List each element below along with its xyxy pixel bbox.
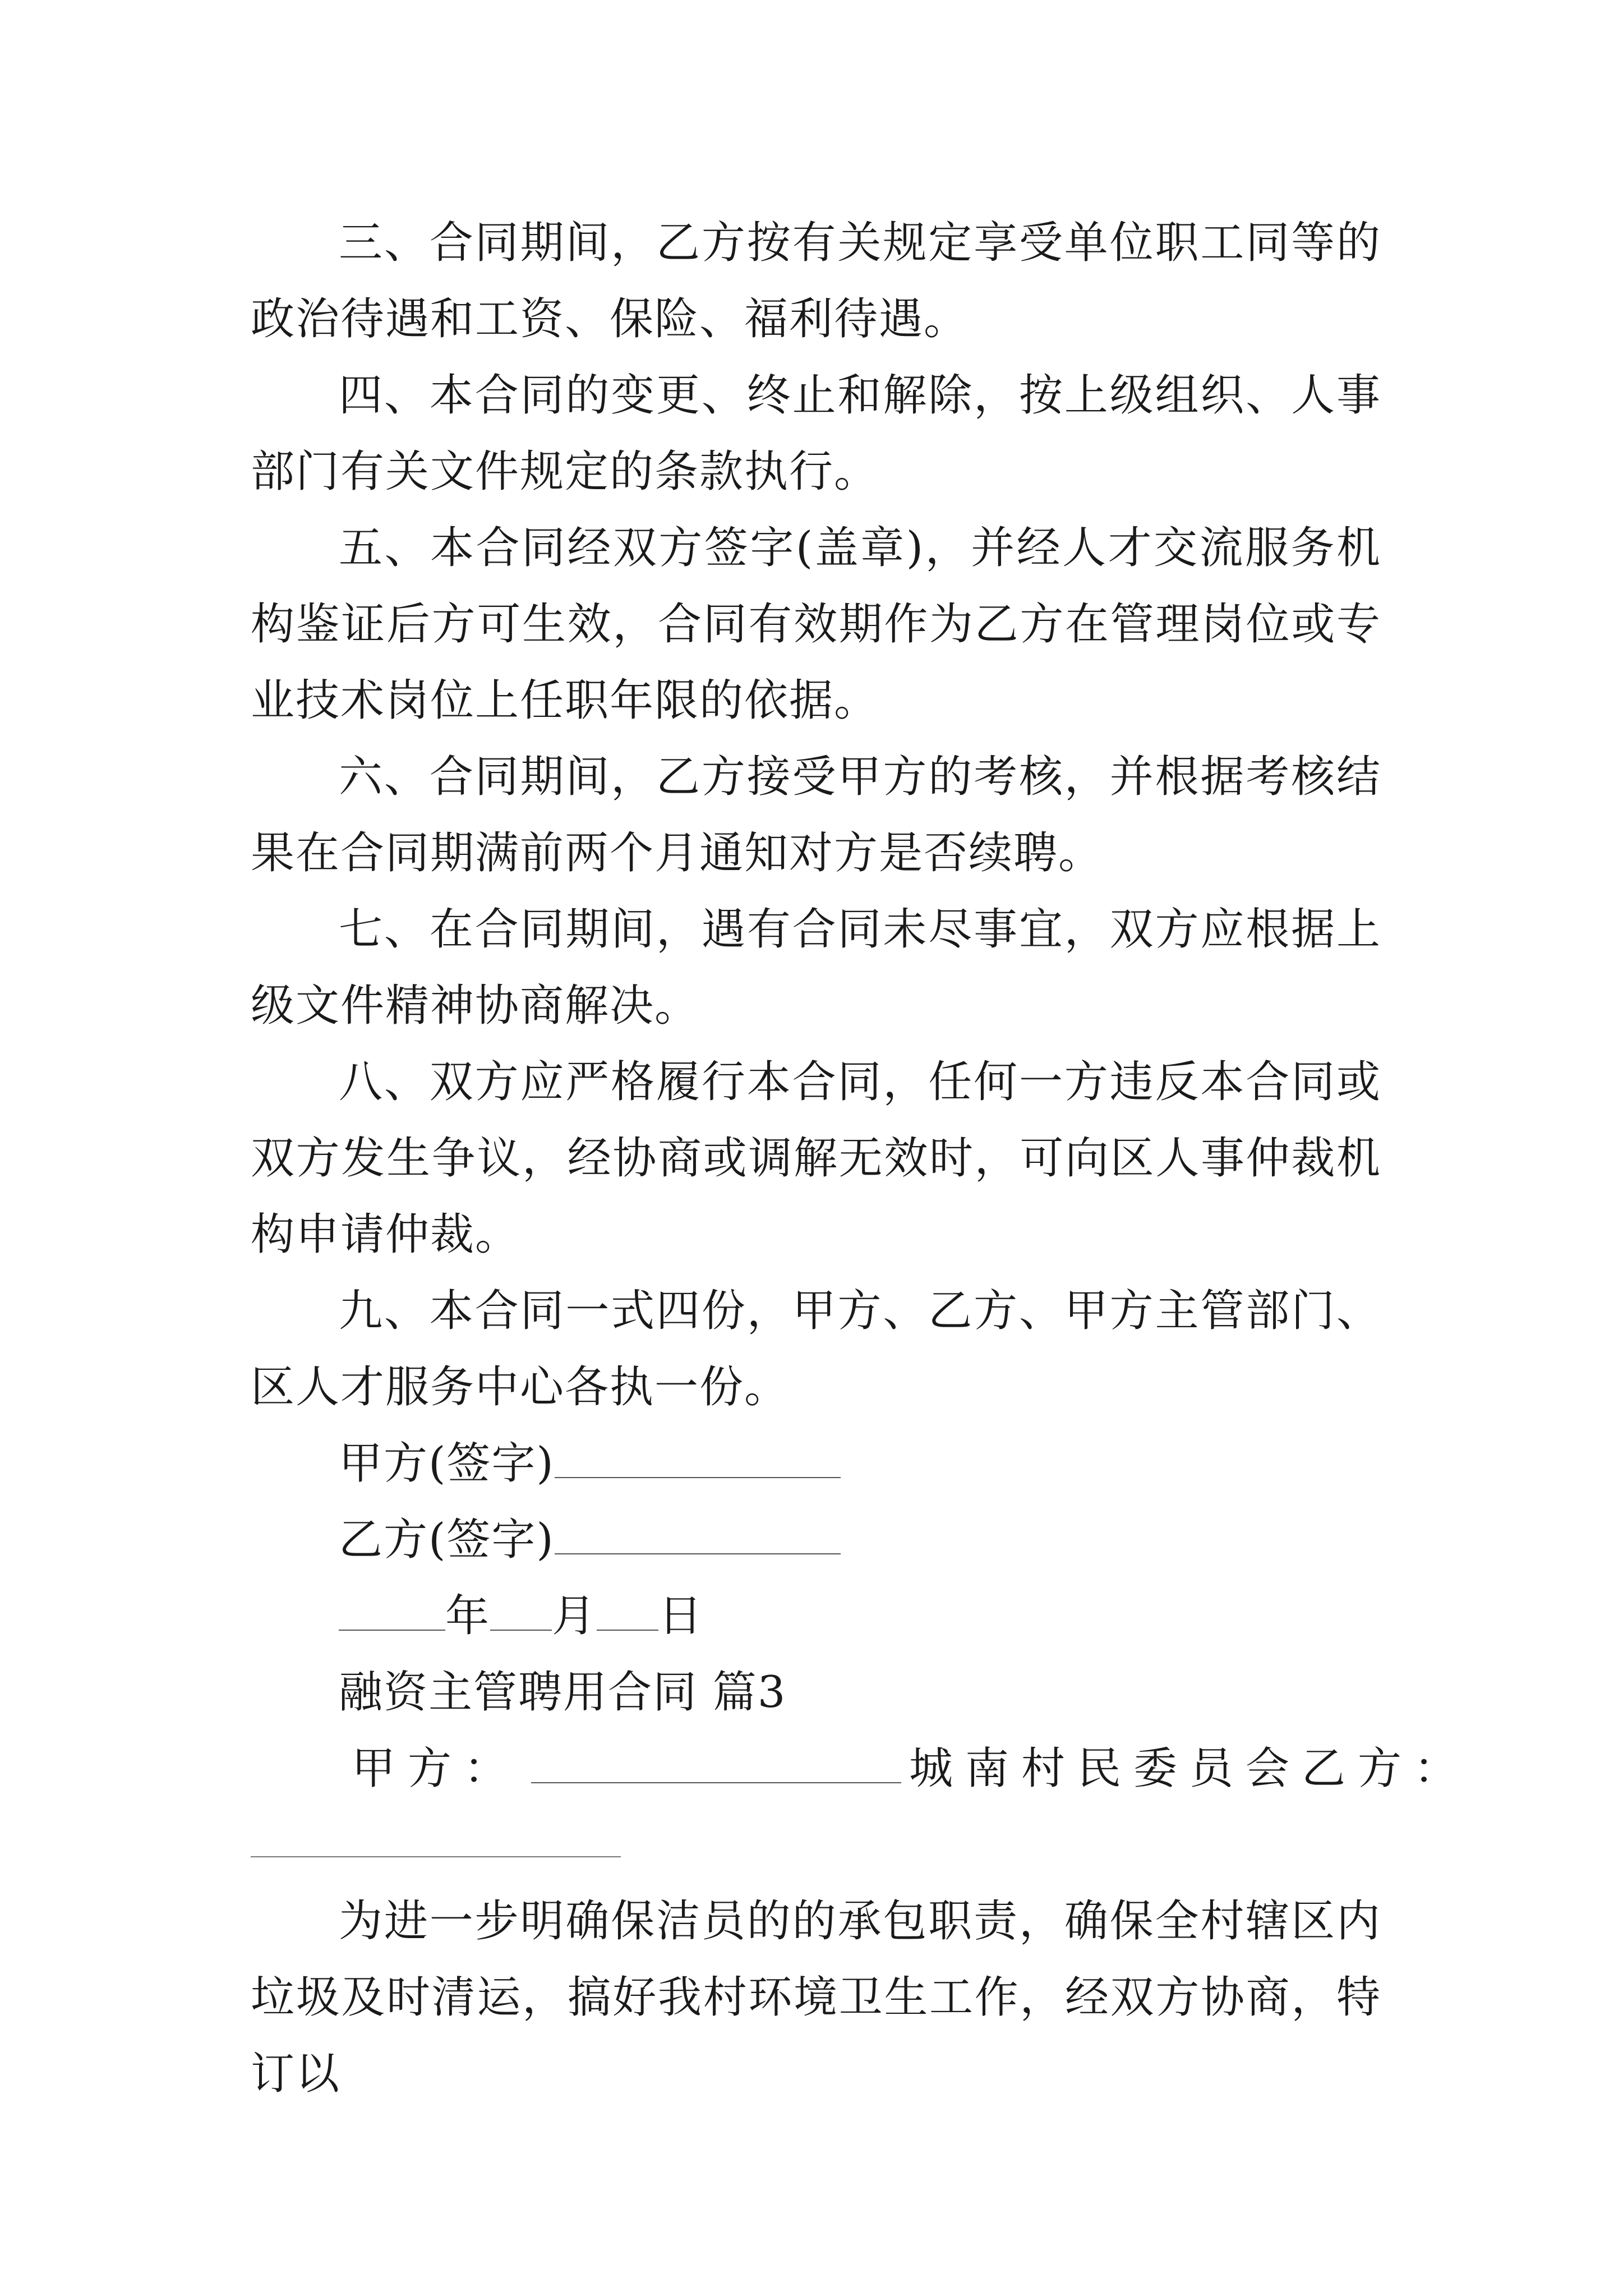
clause-9: 九、本合同一式四份，甲方、乙方、甲方主管部门、区人才服务中心各执一份。: [251, 1286, 1381, 1412]
party-a-blank: [531, 1746, 901, 1783]
party-b-blank: [251, 1856, 621, 1857]
party-b-signature-blank: [555, 1517, 841, 1554]
clause-7: 七、在合同期间，遇有合同未尽事宜，双方应根据上级文件精神协商解决。: [251, 904, 1381, 1031]
party-a-signature-label: 甲方(签字): [339, 1438, 555, 1489]
document-body: [251, 205, 1470, 2112]
party-b-signature-label: 乙方(签字): [339, 1515, 555, 1565]
party-b-signature-line: [251, 1502, 1381, 1578]
year-blank: [339, 1594, 445, 1631]
year-label: 年: [445, 1591, 491, 1641]
party-a-signature-line: [251, 1425, 1381, 1502]
clause-5: 五、本合同经双方签字(盖章)，并经人才交流服务机构鉴证后方可生效，合同有效期作为乙方在管理岗位或专业技术岗位上任职年限的依据。: [251, 523, 1381, 726]
day-blank: [597, 1594, 658, 1631]
month-label: 月: [552, 1591, 597, 1641]
party-a-name: 城南村民委员会: [909, 1743, 1302, 1794]
clause-6: 六、合同期间，乙方接受甲方的考核，并根据考核结果在合同期满前两个月通知对方是否续聘。: [251, 752, 1381, 878]
month-blank: [490, 1594, 552, 1631]
date-line: [251, 1578, 1381, 1654]
parties-line: [251, 1731, 1470, 1807]
party-a-signature-blank: [555, 1441, 841, 1478]
party-b-blank-row: [251, 1807, 1381, 1883]
section-title: 融资主管聘用合同 篇3: [339, 1667, 787, 1718]
day-label: 日: [658, 1591, 704, 1641]
intro-paragraph: 为进一步明确保洁员的的承包职责，确保全村辖区内垃圾及时清运，搞好我村环境卫生工作，经双方协商，特订以: [251, 1896, 1381, 2099]
clause-4: 四、本合同的变更、终止和解除，按上级组织、人事部门有关文件规定的条款执行。: [251, 370, 1381, 497]
party-a-label: 甲方：: [352, 1743, 520, 1794]
clause-8: 八、双方应严格履行本合同，任何一方违反本合同或双方发生争议，经协商或调解无效时，可向区人事仲裁机构申请仲裁。: [251, 1057, 1381, 1260]
clause-3: 三、合同期间，乙方按有关规定享受单位职工同等的政治待遇和工资、保险、福利待遇。: [251, 218, 1381, 344]
party-b-label: 乙方：: [1302, 1743, 1470, 1794]
